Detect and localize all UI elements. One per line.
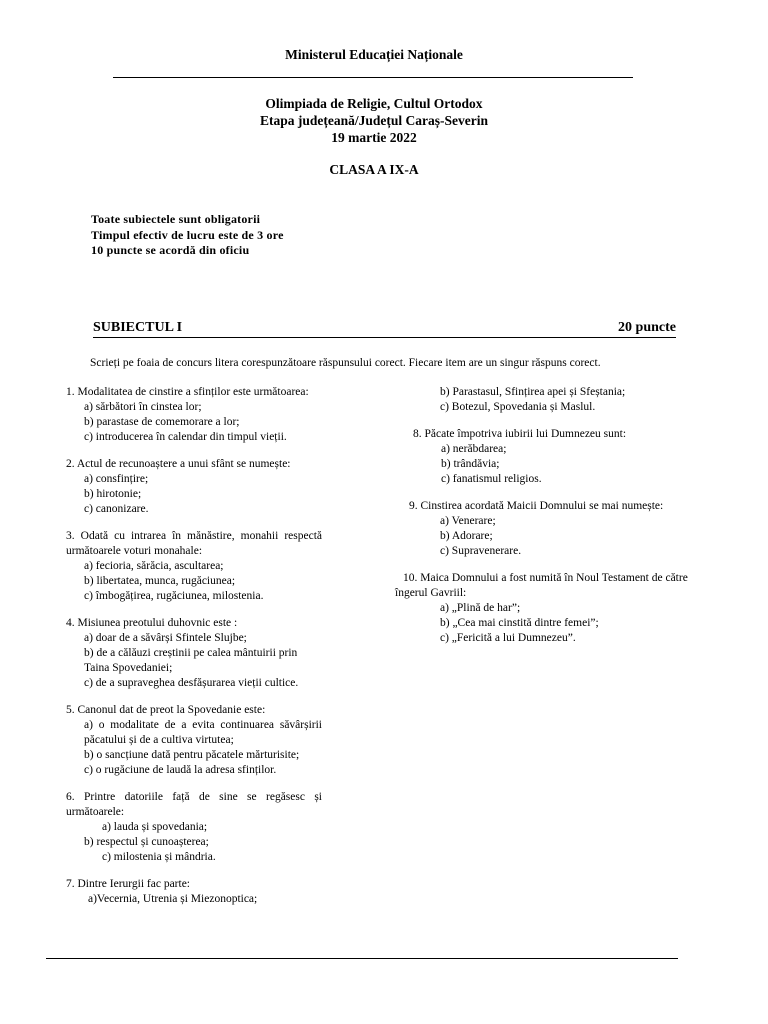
olympiad-title: Olimpiada de Religie, Cultul Ortodox	[265, 96, 483, 111]
answer-option: c) Botezul, Spovedania și Maslul.	[440, 401, 596, 413]
answer-option: a) fecioria, sărăcia, ascultarea;	[84, 560, 224, 572]
question-text: 9. Cinstirea acordată Maicii Domnului se mai numește:	[409, 500, 664, 512]
question-item	[66, 529, 322, 604]
question-text: 10. Maica Domnului a fost numită în Noul Testament de către îngerul Gavriil:	[395, 572, 688, 599]
answer-option: a) Venerare;	[440, 515, 496, 527]
question-text: 8. Păcate împotriva iubirii lui Dumnezeu sunt:	[413, 428, 627, 440]
answer-option: b) Parastasul, Sfințirea apei și Sfeștania;	[440, 386, 626, 398]
answer-option: b) parastase de comemorare a lor;	[84, 416, 240, 428]
question-text: 5. Canonul dat de preot la Spovedanie este:	[66, 704, 266, 716]
answer-option: a) sărbători în cinstea lor;	[84, 401, 202, 413]
answer-option: b) libertatea, munca, rugăciunea;	[84, 575, 236, 587]
answer-option: a) nerăbdarea;	[441, 443, 507, 455]
question-item	[395, 499, 690, 559]
answer-option: b) de a călăuzi creștinii pe calea mântuirii prin Taina Spovedaniei;	[84, 647, 298, 674]
answer-option: c) îmbogățirea, rugăciunea, milostenia.	[84, 590, 264, 602]
answer-option: b) trândăvia;	[441, 458, 500, 470]
answer-option: a) doar de a săvârși Sfintele Slujbe;	[84, 632, 247, 644]
answer-option: b) „Cea mai cinstită dintre femei”;	[440, 617, 599, 629]
ministry-header: Ministerul Educației Naționale	[285, 47, 463, 62]
answer-option: c) „Fericită a lui Dumnezeu”.	[440, 632, 576, 644]
question-item	[66, 877, 322, 907]
question-text: 6. Printre datoriile față de sine se regăsesc și următoarele:	[66, 791, 322, 818]
answer-option: a) o modalitate de a evita continuarea săvârșirii păcatului și de a cultiva virtutea;	[84, 719, 322, 746]
question-item	[395, 571, 690, 646]
answer-option: c) o rugăciune de laudă la adresa sfinților.	[84, 764, 277, 776]
answer-option: a) lauda și spovedania;	[102, 821, 208, 833]
section-heading	[93, 320, 676, 338]
answer-option: a) consfințire;	[84, 473, 149, 485]
answer-option: b) respectul și cunoașterea;	[84, 836, 209, 848]
answer-option: b) Adorare;	[440, 530, 493, 542]
question-item	[66, 616, 322, 691]
questions-left-column	[66, 385, 322, 919]
questions-right-column	[395, 385, 690, 658]
section-title: SUBIECTUL I	[93, 320, 183, 335]
section-instructions: Scrieți pe foaia de concurs litera corespunzătoare răspunsului corect. Fiecare item are un singur răspuns corect.	[90, 357, 601, 369]
exam-titles	[0, 95, 748, 146]
answer-option: c) de a supraveghea desfășurarea vieții cultice.	[84, 677, 299, 689]
question-text: 7. Dintre Ierurgii fac parte:	[66, 878, 190, 890]
question-item	[395, 427, 690, 487]
answer-option: c) milostenia și mândria.	[102, 851, 216, 863]
question-item	[66, 703, 322, 778]
answer-option: b) hirotonie;	[84, 488, 142, 500]
rule-line: 10 puncte se acordă din oficiu	[91, 243, 250, 257]
question-item	[66, 457, 322, 517]
answer-option: c) introducerea în calendar din timpul vieții.	[84, 431, 287, 443]
class-title: CLASA A IX-A	[329, 162, 419, 177]
answer-option: c) Supravenerare.	[440, 545, 522, 557]
exam-rules	[91, 212, 284, 259]
question-text: 4. Misiunea preotului duhovnic este :	[66, 617, 238, 629]
question-item	[66, 385, 322, 445]
rule-line: Timpul efectiv de lucru este de 3 ore	[91, 227, 284, 242]
question-item	[66, 790, 322, 865]
answer-option: c) canonizare.	[84, 503, 149, 515]
answer-option: a) „Plină de har”;	[440, 602, 521, 614]
answer-option: b) o sancțiune dată pentru păcatele mărturisite;	[84, 749, 300, 761]
exam-date: 19 martie 2022	[331, 130, 417, 145]
question-text: 3. Odată cu intrarea în mănăstire, monahii respectă următoarele voturi monahale:	[66, 530, 322, 557]
section-points: 20 puncte	[618, 320, 676, 335]
stage-title: Etapa județeană/Județul Caraș-Severin	[259, 113, 488, 128]
answer-option: a)Vecernia, Utrenia și Miezonoptica;	[88, 893, 258, 905]
answer-option: c) fanatismul religios.	[441, 473, 542, 485]
question-text: 2. Actul de recunoaștere a unui sfânt se numește:	[66, 458, 291, 470]
question-text: 1. Modalitatea de cinstire a sfinților este următoarea:	[66, 386, 309, 398]
question-continuation	[395, 385, 690, 415]
header-divider	[113, 77, 633, 78]
rule-line: Toate subiectele sunt obligatorii	[91, 212, 261, 226]
footer-divider	[46, 958, 678, 959]
